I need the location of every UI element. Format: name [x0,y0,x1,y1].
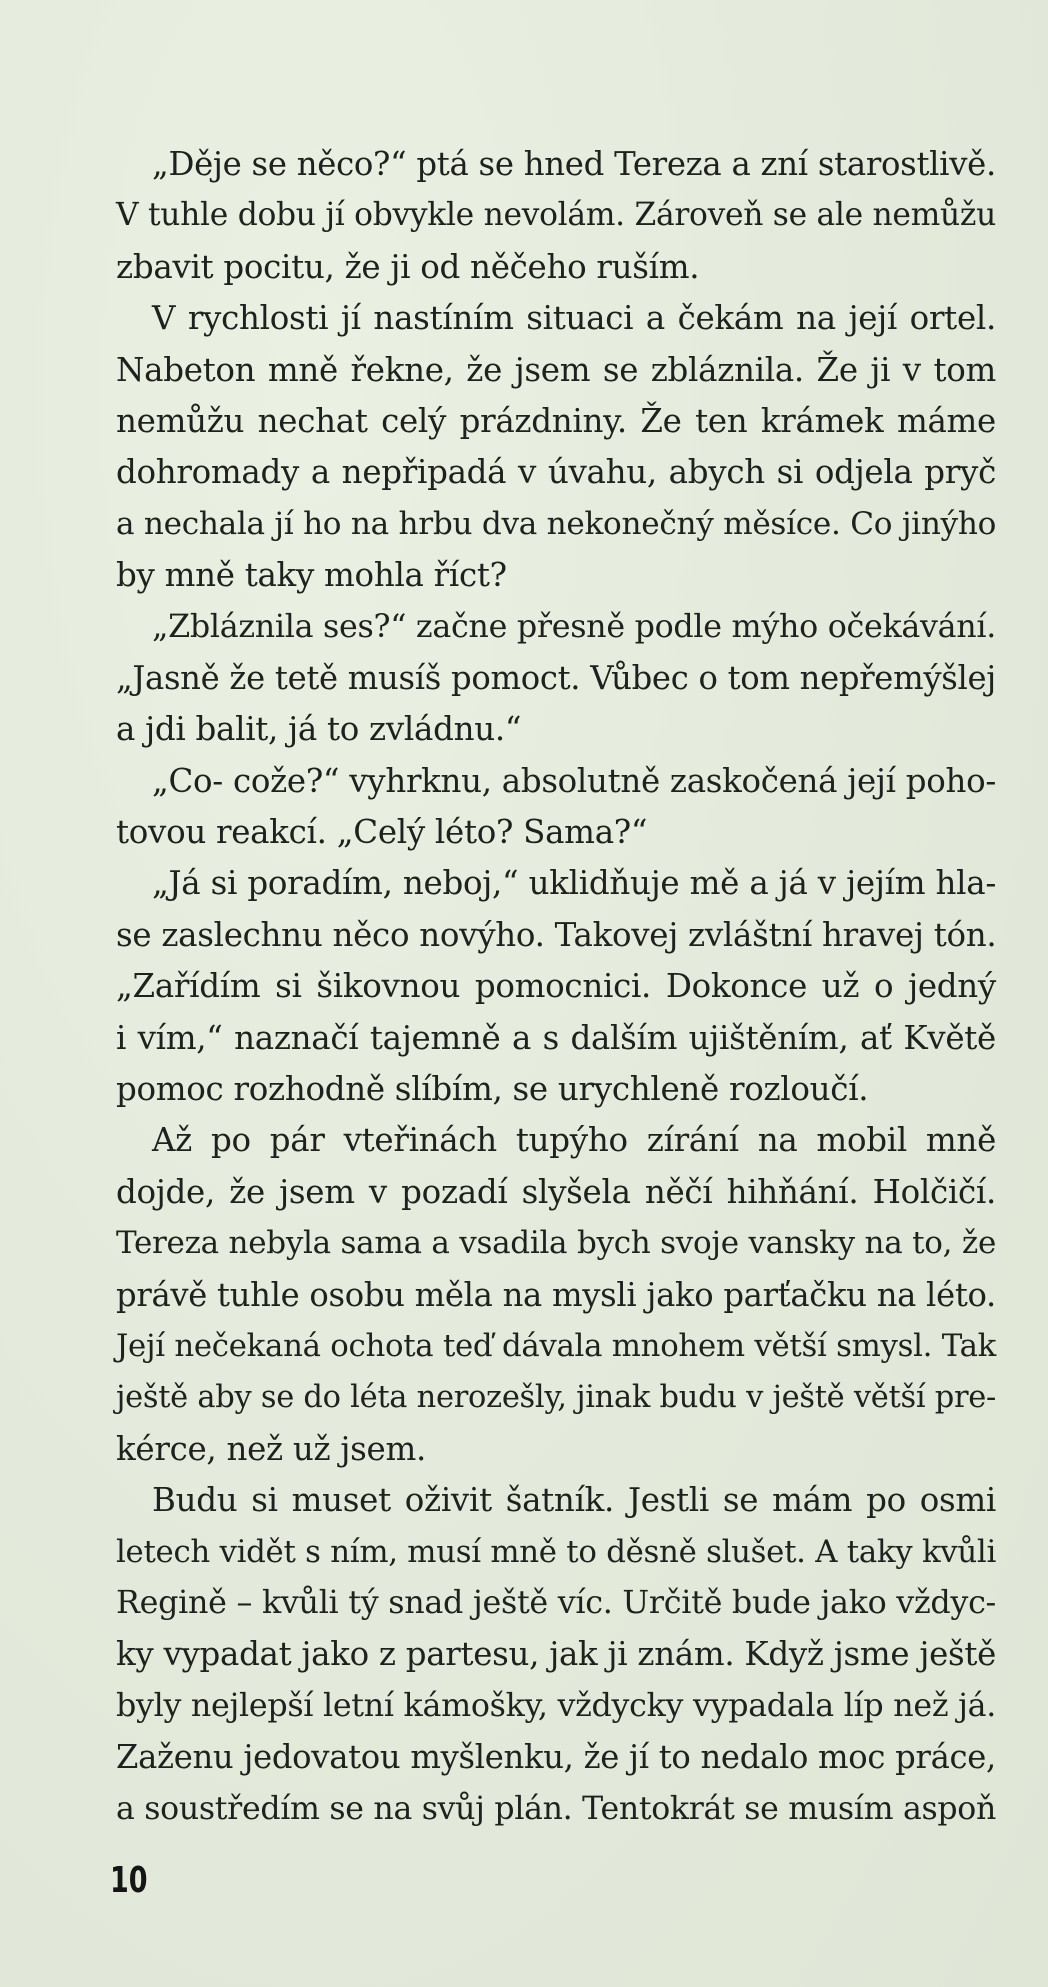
text-line: „Jasně že tetě musíš pomoct. Vůbec o tom nepřemýšlej [116,658,996,697]
text-line: Její nečekaná ochota teď dávala mnohem větší smysl. Tak [116,1327,996,1364]
text-line: tovou reakcí. „Celý léto? Sama?“ [116,813,648,852]
text-line: Budu si muset oživit šatník. Jestli se mám po osmi [152,1481,996,1520]
text-line: Až po pár vteřinách tupýho zírání na mobil mně [152,1121,996,1160]
text-line: by mně taky mohla říct? [116,556,507,595]
text-line: i vím,“ naznačí tajemně a s dalším ujištěním, ať Květě [116,1018,996,1057]
text-line: byly nejlepší letní kámošky, vždycky vypadala líp než já. [116,1687,996,1724]
text-line: Zaženu jedovatou myšlenku, že jí to nedalo moc práce, [116,1738,996,1777]
text-line: Nabeton mně řekne, že jsem se zbláznila. Že ji v tom [116,350,996,389]
text-line: letech vidět s ním, musí mně to děsně slušet. A taky kvůli [116,1533,996,1570]
body-text [116,139,996,1835]
text-line: „Zbláznila ses?“ začne přesně podle mýho očekávání. [152,608,997,645]
text-line: kérce, než už jsem. [116,1429,427,1468]
text-line: ještě aby se do léta nerozešly, jinak budu v ještě větší pre- [116,1380,996,1416]
text-line: „Já si poradím, neboj,“ uklidňuje mě a já v jejím hla- [152,864,996,903]
text-line: a nechala jí ho na hrbu dva nekonečný měsíce. Co jinýho [116,505,996,542]
text-line: „Co- cože?“ vyhrknu, absolutně zaskočená její poho- [152,761,996,800]
text-line: V rychlosti jí nastíním situaci a čekám na její ortel. [152,299,996,338]
text-line: dojde, že jsem v pozadí slyšela něčí hihňání. Holčičí. [116,1172,996,1211]
text-line: ky vypadat jako z partesu, jak ji znám. Když jsme ještě [116,1635,996,1674]
text-line: pomoc rozhodně slíbím, se urychleně rozloučí. [116,1070,869,1109]
text-line: se zaslechnu něco novýho. Takovej zvláštní hravej tón. [116,915,997,954]
text-line: a soustředím se na svůj plán. Tentokrát se musím aspoň [116,1790,996,1827]
text-line: „Děje se něco?“ ptá se hned Tereza a zní starostlivě. [152,145,996,183]
text-line: Regině – kvůli tý snad ještě víc. Určitě bude jako vždyc- [116,1584,996,1621]
text-line: a jdi balit, já to zvládnu.“ [116,710,522,749]
text-line: dohromady a nepřipadá v úvahu, abych si odjela pryč [116,453,996,492]
text-line: „Zařídím si šikovnou pomocnici. Dokonce už o jedný [116,967,996,1006]
text-line: zbavit pocitu, že ji od něčeho ruším. [116,247,700,286]
text-line: Tereza nebyla sama a vsadila bych svoje vansky na to, že [116,1225,996,1262]
text-line: právě tuhle osobu měla na mysli jako parťačku na léto. [116,1275,996,1314]
text-line: nemůžu nechat celý prázdniny. Že ten krámek máme [116,401,996,440]
page-number: 10 [110,1860,148,1901]
text-line: V tuhle dobu jí obvykle nevolám. Zároveň se ale nemůžu [116,197,996,234]
